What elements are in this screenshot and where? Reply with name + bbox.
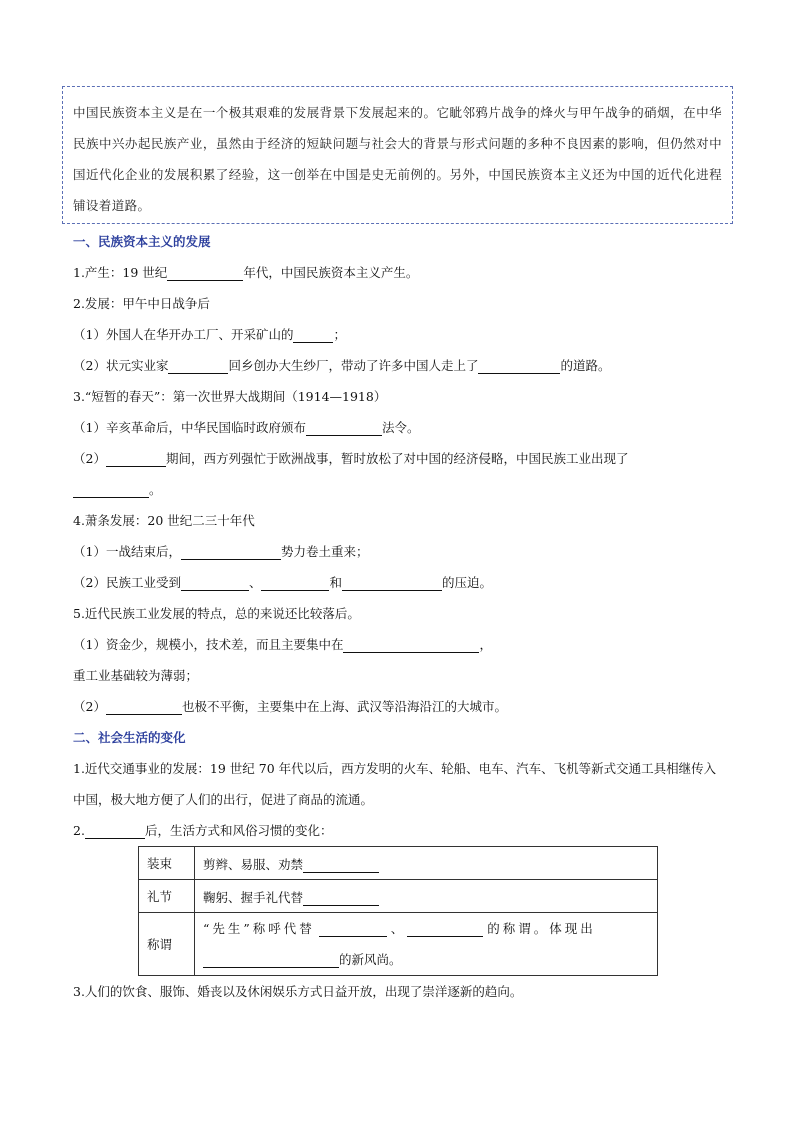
blank-field[interactable] [342, 572, 442, 591]
blank-field[interactable] [203, 949, 339, 968]
item-1: 1.产生：19 世纪 年代，中国民族资本主义产生。 [73, 257, 728, 288]
custom-change-table [138, 846, 658, 976]
blank-field[interactable] [167, 262, 243, 281]
table-cell-label: 称谓 [139, 913, 195, 976]
table-row [139, 913, 658, 976]
blank-field[interactable] [261, 572, 329, 591]
item-3: 3.“短暂的春天”：第一次世界大战期间（1914—1918） [73, 389, 387, 404]
table-cell-value: “先生”称呼代替 、 的称谓。体现出 的新风尚。 [195, 913, 658, 976]
worksheet-content [73, 226, 728, 1007]
blank-field[interactable] [181, 541, 281, 560]
item-3-1: （1）辛亥革命后，中华民国临时政府颁布 法令。 [73, 412, 728, 443]
item-5: 5.近代民族工业发展的特点，总的来说还比较落后。 [73, 606, 360, 621]
item-s2-1: 1.近代交通事业的发展：19 世纪 70 年代以后，西方发明的火车、轮船、电车、汽车、飞机等新式交通工具相继传入中国，极大地方便了人们的出行，促进了商品的流通。 [73, 761, 717, 807]
blank-field[interactable] [303, 854, 379, 873]
blank-field[interactable] [168, 355, 228, 374]
item-2: 2.发展：甲午中日战争后 [73, 296, 210, 311]
blank-field[interactable] [306, 417, 382, 436]
blank-field[interactable] [106, 696, 182, 715]
item-s2-3: 3.人们的饮食、服饰、婚丧以及休闲娱乐方式日益开放，出现了崇洋逐新的趋向。 [73, 984, 523, 999]
item-4-2: （2）民族工业受到 、 和 的压迫。 [73, 567, 728, 598]
intro-paragraph: 中国民族资本主义是在一个极其艰难的发展背景下发展起来的。它眦邻鸦片战争的烽火与甲午战争的硝烟，在中华民族中兴办起民族产业，虽然由于经济的短缺问题与社会大的背景与形式问题的多种不良因素的影响，但仍然对中国近代化企业的发展积累了经验，这一创举在中国是史无前例的。另外，中国民族资本主义还为中国的近代化进程铺设着道路。 [73, 105, 722, 213]
table-cell-value: 鞠躬、握手礼代替 [195, 880, 658, 913]
blank-field[interactable] [303, 887, 379, 906]
item-2-2: （2）状元实业家 回乡创办大生纱厂，带动了许多中国人走上了 的道路。 [73, 350, 728, 381]
blank-field[interactable] [319, 918, 387, 937]
item-5-1-cont: 重工业基础较为薄弱； [73, 668, 199, 683]
item-s2-2: 2. 后，生活方式和风俗习惯的变化： [73, 815, 728, 846]
blank-field[interactable] [85, 820, 145, 839]
blank-field[interactable] [343, 634, 479, 653]
table-row [139, 880, 658, 913]
section-heading-1: 一、民族资本主义的发展 [73, 234, 211, 249]
item-3-2: （2） 期间，西方列强忙于欧洲战事，暂时放松了对中国的经济侵略，中国民族工业出现了 [73, 443, 728, 474]
intro-box [62, 86, 733, 224]
table-cell-value: 剪辫、易服、劝禁 [195, 847, 658, 880]
blank-field[interactable] [106, 448, 166, 467]
table-cell-label: 礼节 [139, 880, 195, 913]
blank-field[interactable] [181, 572, 249, 591]
blank-field[interactable] [73, 479, 149, 498]
item-4: 4.萧条发展：20 世纪二三十年代 [73, 513, 255, 528]
item-5-1: （1）资金少，规模小，技术差，而且主要集中在 ， [73, 629, 728, 660]
item-4-1: （1）一战结束后， 势力卷土重来； [73, 536, 728, 567]
blank-field[interactable] [407, 918, 483, 937]
table-cell-label: 装束 [139, 847, 195, 880]
blank-field[interactable] [293, 324, 333, 343]
item-3-2-cont: 。 [73, 474, 728, 505]
section-heading-2: 二、社会生活的变化 [73, 730, 186, 745]
item-2-1: （1）外国人在华开办工厂、开采矿山的 ； [73, 319, 728, 350]
blank-field[interactable] [478, 355, 560, 374]
item-5-2: （2） 也极不平衡，主要集中在上海、武汉等沿海沿江的大城市。 [73, 691, 728, 722]
table-row [139, 847, 658, 880]
